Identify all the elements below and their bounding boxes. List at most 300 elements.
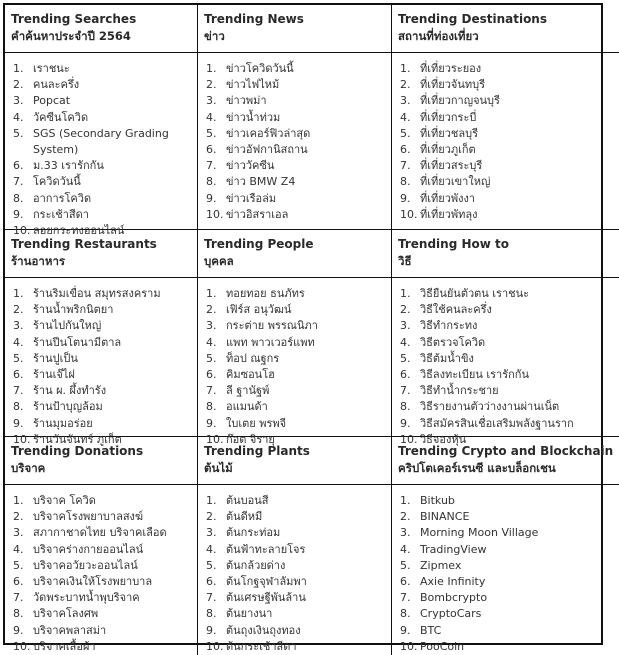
list-item (400, 525, 615, 541)
item-number: 4. (13, 110, 24, 124)
item-text: วิธีลงทะเบียน เรารักกัน (420, 368, 529, 382)
list-item (206, 351, 387, 367)
item-number: 2. (206, 510, 217, 524)
section-title: Trending Donations (11, 444, 144, 458)
section-subtitle: บุคคล (204, 254, 234, 268)
list-item (400, 318, 615, 334)
item-number: 4. (400, 110, 411, 124)
section-subtitle: ต้นไม้ (204, 461, 233, 475)
item-text: ที่เที่ยวเขาใหญ่ (420, 175, 491, 189)
list-item (400, 174, 615, 190)
section-header (392, 437, 619, 485)
item-text: ลี ฐานัฐพ์ (226, 384, 270, 398)
item-text: Popcat (33, 94, 71, 108)
item-text: ข่าวน้ำท่วม (226, 110, 281, 124)
item-text: ก๊อต จิรายุ (226, 432, 275, 446)
list-item (206, 574, 387, 590)
item-number: 10. (206, 639, 224, 653)
item-number: 4. (13, 335, 24, 349)
item-number: 5. (400, 351, 411, 365)
list-item (400, 93, 615, 109)
list-item (206, 126, 387, 142)
item-text: ร้านป้าบุญล้อม (33, 400, 103, 414)
item-text: โควิดวันนี้ (33, 175, 81, 189)
item-text: วิธีใช้คนละครึ่ง (420, 303, 492, 317)
item-text: วัดพระบาทน้ำพุบริจาค (33, 591, 140, 605)
item-text: ที่เที่ยวภูเก็ต (420, 143, 476, 157)
item-number: 7. (13, 384, 24, 398)
item-text: ต้นถุงเงินถุงทอง (226, 623, 301, 637)
item-number: 8. (206, 175, 217, 189)
list-item (13, 525, 193, 541)
item-text: ที่เที่ยวพังงา (420, 191, 476, 205)
item-text: บริจาค โควิด (33, 494, 96, 507)
list-item (400, 493, 615, 509)
item-text: บริจาคพลาสม่า (33, 623, 107, 637)
item-number: 4. (206, 542, 217, 556)
item-number: 8. (206, 400, 217, 414)
item-number: 2. (400, 510, 411, 524)
item-number: 2. (13, 303, 24, 317)
section-donations (5, 437, 198, 655)
list-item (13, 509, 193, 525)
list-item (400, 574, 615, 590)
list-item (206, 399, 387, 415)
item-text: ข่าวอิสราเอล (226, 207, 289, 221)
item-number: 1. (13, 287, 24, 300)
item-number: 8. (13, 400, 24, 414)
section-subtitle: ร้านอาหาร (11, 254, 66, 268)
list-item (206, 542, 387, 558)
list-item (13, 590, 193, 606)
list-item (400, 142, 615, 158)
section-title: Trending Searches (11, 12, 137, 26)
item-text: Bombcrypto (420, 591, 488, 605)
item-text: วิธีทำน้ำกระชาย (420, 384, 499, 398)
item-number: 9. (13, 416, 24, 430)
item-number: 9. (206, 623, 217, 637)
item-text: ร้านเจ๊ไฝ (33, 368, 75, 382)
item-number: 8. (400, 175, 411, 189)
item-number: 1. (13, 62, 24, 75)
trending-list (198, 53, 391, 223)
item-text: คนละครึ่ง (33, 78, 80, 92)
item-text: ร้านริมเขื่อน สมุทรสงคราม (33, 287, 161, 300)
item-number: 5. (400, 126, 411, 140)
list-item (13, 639, 193, 655)
list-item (206, 416, 387, 432)
list-item (13, 623, 193, 639)
list-item (206, 639, 387, 655)
section-title: Trending Destinations (398, 12, 547, 26)
item-number: 3. (400, 526, 411, 540)
item-text: บริจาคเงินให้โรงพยาบาล (33, 575, 153, 589)
item-text: ร้านไปกันใหญ่ (33, 319, 102, 333)
list-item (13, 574, 193, 590)
section-header (5, 230, 197, 278)
list-item (400, 110, 615, 126)
list-item (13, 158, 193, 174)
item-text: ที่เที่ยวชลบุรี (420, 126, 478, 140)
section-plants (198, 437, 392, 655)
item-number: 2. (400, 303, 411, 317)
item-number: 9. (400, 623, 411, 637)
list-item (206, 509, 387, 525)
list-item (13, 126, 193, 158)
trending-list (392, 278, 619, 448)
item-number: 4. (13, 542, 24, 556)
item-text: ต้นยางนา (226, 607, 273, 621)
item-text: PooCoin (420, 639, 465, 653)
item-number: 6. (206, 143, 217, 157)
item-text: CryptoCars (420, 607, 482, 621)
list-item (400, 351, 615, 367)
list-item (400, 509, 615, 525)
item-number: 7. (400, 591, 411, 605)
item-text: ม.33 เรารักกัน (33, 159, 104, 173)
item-number: 1. (400, 62, 411, 75)
list-item (206, 318, 387, 334)
section-subtitle: ข่าว (204, 29, 225, 43)
list-item (206, 302, 387, 318)
item-number: 8. (206, 607, 217, 621)
list-item (13, 542, 193, 558)
item-text: ร้าน ผ. ผึ้งทำรัง (33, 384, 107, 398)
list-item (13, 110, 193, 126)
list-item (400, 383, 615, 399)
item-number: 10. (13, 639, 31, 653)
section-subtitle: สถานที่ท่องเที่ยว (398, 29, 479, 43)
item-number: 2. (206, 303, 217, 317)
item-number: 2. (400, 78, 411, 92)
item-number: 3. (400, 94, 411, 108)
item-text: บริจาคโลงศพ (33, 607, 99, 621)
list-item (206, 93, 387, 109)
item-text: บริจาคโรงพยาบาลสงฆ์ (33, 510, 144, 524)
trending-list (5, 278, 197, 448)
list-item (206, 286, 387, 302)
item-text: แพท พาวเวอร์แพท (226, 335, 315, 349)
item-number: 5. (13, 558, 24, 572)
item-number: 10. (13, 432, 31, 446)
item-number: 9. (13, 207, 24, 221)
section-header (198, 437, 391, 485)
list-item (13, 174, 193, 190)
item-text: Morning Moon Village (420, 526, 539, 540)
item-number: 9. (206, 416, 217, 430)
section-how-to (392, 230, 619, 446)
item-number: 1. (13, 494, 24, 507)
item-number: 10. (13, 224, 31, 238)
item-number: 4. (400, 335, 411, 349)
item-number: 8. (400, 607, 411, 621)
item-text: ท็อป ณฐกร (226, 351, 280, 365)
list-item (400, 416, 615, 432)
section-title: Trending People (204, 237, 314, 251)
item-text: Bitkub (420, 494, 455, 507)
list-item (13, 77, 193, 93)
item-text: บริจาคเสื้อผ้า (33, 639, 96, 653)
item-text: บริจาคร่างกายออนไลน์ (33, 542, 144, 556)
section-crypto (392, 437, 619, 655)
item-text: Axie Infinity (420, 575, 486, 589)
item-text: บริจาคอวัยวะออนไลน์ (33, 558, 138, 572)
list-item (400, 558, 615, 574)
item-number: 3. (13, 319, 24, 333)
trending-list (392, 53, 619, 223)
item-number: 1. (206, 287, 217, 300)
item-text: ที่เที่ยวระยอง (420, 62, 482, 75)
trending-table (3, 3, 614, 653)
item-number: 9. (400, 191, 411, 205)
item-text: ร้านน้ำพริกนิตยา (33, 303, 114, 317)
list-item (13, 207, 193, 223)
list-item (400, 158, 615, 174)
item-text: ที่เที่ยวกาญจนบุรี (420, 94, 500, 108)
list-item (400, 191, 615, 207)
section-title: Trending Restaurants (11, 237, 157, 251)
list-item (206, 335, 387, 351)
item-number: 9. (400, 416, 411, 430)
trending-list (198, 278, 391, 448)
item-text: ต้นกล้วยด่าง (226, 558, 286, 572)
item-number: 6. (13, 575, 24, 589)
item-text: ข่าวโควิดวันนี้ (226, 62, 294, 75)
item-text: SGS (Secondary Grading System) (33, 126, 169, 157)
item-text: วิธีสมัครสินเชื่อเสริมพลังฐานราก (420, 416, 574, 430)
item-text: วิธีจองหุ้น (420, 432, 467, 446)
trending-list (5, 53, 197, 239)
item-number: 4. (206, 110, 217, 124)
section-header (198, 230, 391, 278)
item-number: 6. (206, 368, 217, 382)
list-item (13, 367, 193, 383)
list-item (13, 416, 193, 432)
item-text: วิธีต้มน้ำขิง (420, 351, 474, 365)
list-item (400, 623, 615, 639)
item-number: 8. (400, 400, 411, 414)
list-item (400, 606, 615, 622)
item-text: วิธียืนยันตัวตน เราชนะ (420, 287, 530, 300)
item-text: เราชนะ (33, 62, 70, 75)
item-text: ที่เที่ยวสระบุรี (420, 159, 483, 173)
list-item (400, 639, 615, 655)
item-number: 10. (206, 432, 224, 446)
list-item (400, 399, 615, 415)
list-item (13, 318, 193, 334)
item-number: 4. (206, 335, 217, 349)
item-number: 1. (400, 494, 411, 507)
list-item (206, 493, 387, 509)
item-number: 6. (206, 575, 217, 589)
list-item (400, 590, 615, 606)
item-number: 5. (13, 351, 24, 365)
item-number: 10. (400, 207, 418, 221)
item-number: 6. (13, 368, 24, 382)
list-item (13, 558, 193, 574)
item-number: 5. (206, 558, 217, 572)
item-number: 3. (13, 94, 24, 108)
section-title: Trending Plants (204, 444, 310, 458)
list-item (400, 61, 615, 77)
item-number: 7. (206, 159, 217, 173)
item-text: เฟิร์ส อนุวัฒน์ (226, 303, 292, 317)
section-news (198, 5, 392, 230)
list-item (206, 367, 387, 383)
item-number: 10. (400, 639, 418, 653)
list-item (13, 286, 193, 302)
item-text: ต้นโกฐจุฬาลัมพา (226, 575, 307, 589)
section-people (198, 230, 392, 446)
item-number: 2. (13, 78, 24, 92)
item-text: ข่าวเคอร์ฟิวล่าสุด (226, 126, 311, 140)
list-item (206, 606, 387, 622)
section-header (5, 437, 197, 485)
item-text: อแมนด้า (226, 400, 268, 414)
item-number: 6. (400, 143, 411, 157)
item-text: สภากาชาดไทย บริจาคเลือด (33, 526, 167, 540)
item-text: ใบเตย พรพจี (226, 416, 287, 430)
list-item (206, 142, 387, 158)
list-item (206, 110, 387, 126)
item-text: ต้นดีหมี (226, 510, 263, 524)
item-number: 1. (400, 287, 411, 300)
item-text: ร้านวันจันทร์ ภูเก็ต (33, 432, 122, 446)
item-number: 7. (400, 159, 411, 173)
item-text: กระเช้าสีดา (33, 207, 89, 221)
item-text: ข่าวไฟไหม้ (226, 78, 280, 92)
list-item (206, 623, 387, 639)
list-item (400, 207, 615, 223)
list-item (13, 383, 193, 399)
list-item (206, 174, 387, 190)
item-text: วิธีตรวจโควิด (420, 335, 486, 349)
item-number: 8. (13, 191, 24, 205)
item-text: กระต่าย พรรณนิภา (226, 319, 318, 333)
item-text: วัคซีนโควิด (33, 110, 89, 124)
section-subtitle: คำค้นหาประจำปี 2564 (11, 29, 131, 43)
list-item (400, 126, 615, 142)
item-number: 3. (400, 319, 411, 333)
list-item (13, 399, 193, 415)
item-number: 7. (13, 175, 24, 189)
list-item (206, 191, 387, 207)
list-item (13, 606, 193, 622)
item-number: 6. (400, 368, 411, 382)
item-number: 5. (206, 351, 217, 365)
list-item (206, 207, 387, 223)
item-text: ข่าว BMW Z4 (226, 175, 296, 189)
section-title: Trending Crypto and Blockchain (398, 444, 614, 458)
list-item (400, 302, 615, 318)
item-text: ลอยกระทงออนไลน์ (33, 224, 125, 238)
list-item (206, 525, 387, 541)
section-header (5, 5, 197, 53)
section-header (198, 5, 391, 53)
list-item (400, 77, 615, 93)
item-text: BINANCE (420, 510, 470, 524)
item-number: 5. (13, 126, 24, 140)
item-text: ข่าววัคซีน (226, 159, 275, 173)
item-number: 7. (400, 384, 411, 398)
list-item (206, 383, 387, 399)
list-item (206, 158, 387, 174)
item-text: ข่าวอัฟกานิสถาน (226, 143, 308, 157)
item-text: TradingView (420, 542, 487, 556)
item-text: Zipmex (420, 558, 462, 572)
list-item (400, 286, 615, 302)
trending-list (392, 485, 619, 655)
item-number: 3. (206, 319, 217, 333)
item-number: 7. (13, 591, 24, 605)
list-item (400, 335, 615, 351)
item-number: 5. (206, 126, 217, 140)
item-number: 5. (400, 558, 411, 572)
item-number: 10. (400, 432, 418, 446)
section-header (392, 230, 619, 278)
item-text: ข่าวพม่า (226, 94, 267, 108)
item-number: 9. (206, 191, 217, 205)
item-text: ต้นบอนสี (226, 494, 269, 507)
list-item (13, 302, 193, 318)
item-text: ทอยทอย ธนภัทร (226, 287, 305, 300)
item-number: 10. (206, 207, 224, 221)
list-item (13, 493, 193, 509)
list-item (13, 335, 193, 351)
item-number: 1. (206, 494, 217, 507)
item-text: ที่เที่ยวพัทลุง (420, 207, 478, 221)
item-number: 9. (13, 623, 24, 637)
item-number: 3. (13, 526, 24, 540)
section-subtitle: วิธี (398, 254, 412, 268)
list-item (400, 367, 615, 383)
item-text: ที่เที่ยวกระบี่ (420, 110, 477, 124)
item-number: 3. (206, 526, 217, 540)
list-item (13, 93, 193, 109)
item-text: BTC (420, 623, 442, 637)
item-number: 3. (206, 94, 217, 108)
list-item (13, 191, 193, 207)
item-text: คิมซอนโฮ (226, 368, 275, 382)
item-number: 7. (206, 591, 217, 605)
section-destinations (392, 5, 619, 230)
section-title: Trending News (204, 12, 304, 26)
item-number: 8. (13, 607, 24, 621)
list-item (206, 77, 387, 93)
item-text: ที่เที่ยวจันทบุรี (420, 78, 485, 92)
list-item (206, 61, 387, 77)
item-text: ต้นฟ้าทะลายโจร (226, 542, 306, 556)
list-item (400, 542, 615, 558)
section-title: Trending How to (398, 237, 510, 251)
item-text: ต้นกระเช้าสีดา (226, 639, 297, 653)
section-restaurants (5, 230, 198, 446)
list-item (206, 590, 387, 606)
item-number: 6. (400, 575, 411, 589)
section-subtitle: คริปโตเคอร์เรนซี และบล็อกเชน (398, 461, 556, 475)
list-item (13, 351, 193, 367)
item-number: 7. (206, 384, 217, 398)
item-text: อาการโควิด (33, 191, 92, 205)
item-number: 1. (206, 62, 217, 75)
trending-list (198, 485, 391, 655)
list-item (13, 61, 193, 77)
item-text: ต้นเศรษฐีพันล้าน (226, 591, 306, 605)
item-number: 2. (13, 510, 24, 524)
item-number: 2. (206, 78, 217, 92)
item-text: ข่าวเรือล่ม (226, 191, 277, 205)
section-subtitle: บริจาค (11, 461, 46, 475)
